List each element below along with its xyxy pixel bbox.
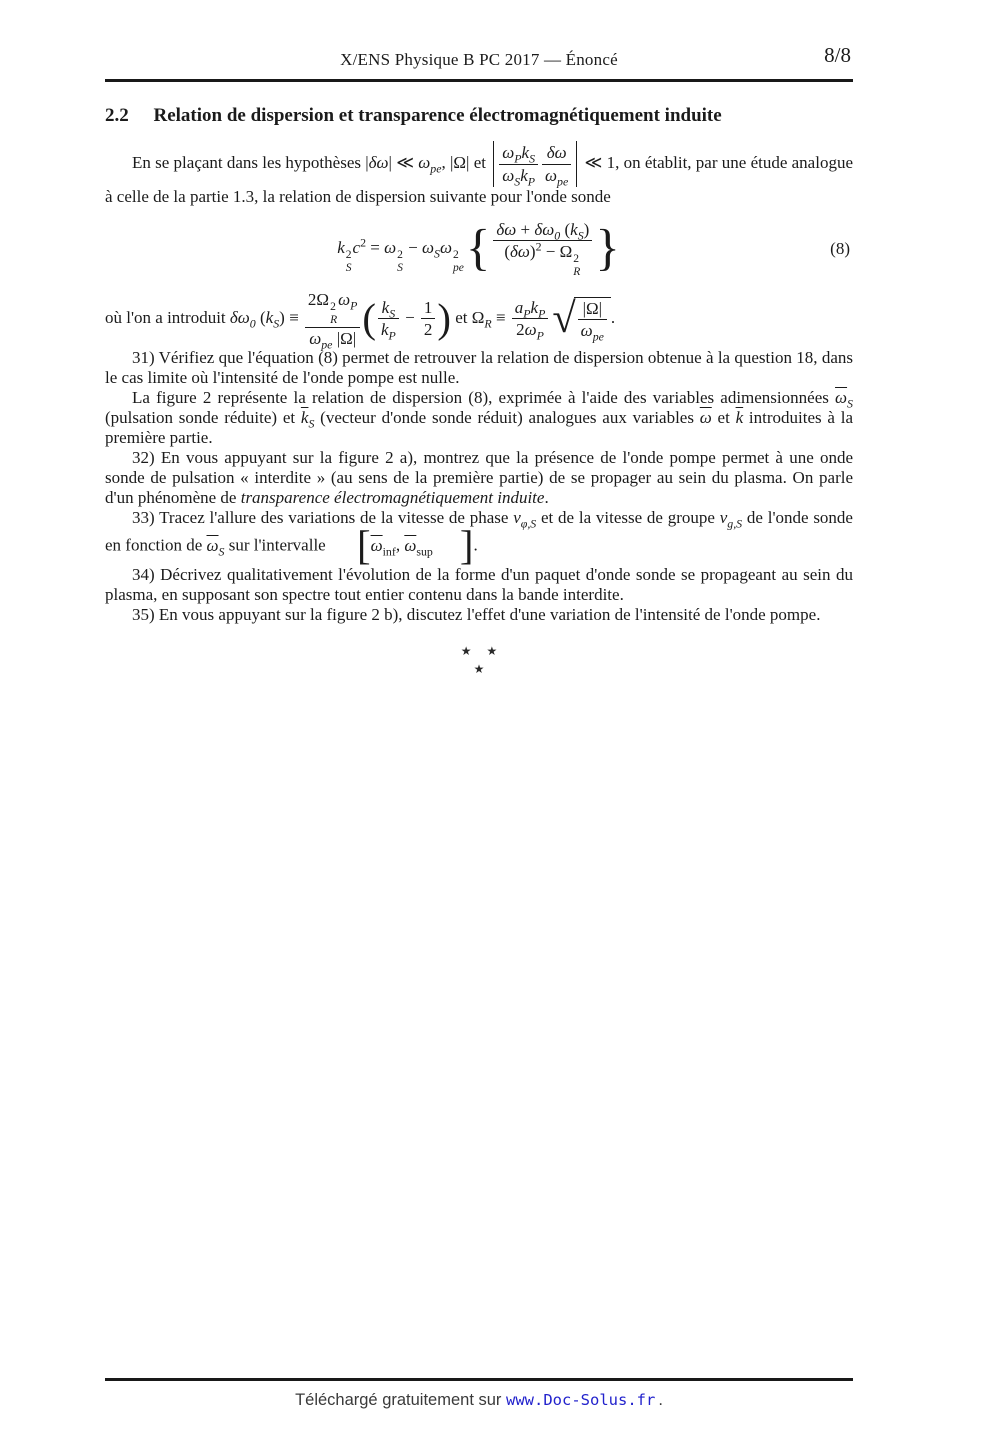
stars-row-bottom xyxy=(105,663,853,676)
header-title: X/ENS Physique B PC 2017 — Énoncé xyxy=(340,50,618,69)
question-35: 35) En vous appuyant sur la figure 2 b), discutez l'effet d'une variation de l'intensité de l'onde pompe. xyxy=(132,605,821,625)
footer-text: Téléchargé gratuitement sur xyxy=(295,1391,502,1409)
page-footer xyxy=(105,1378,853,1410)
section-title: Relation de dispersion et transparence électromagnétiquement induite xyxy=(153,105,722,126)
stars-row-top xyxy=(105,645,853,658)
page-number: 8/8 xyxy=(824,43,851,67)
section-heading xyxy=(105,104,853,128)
star-icon: ★ xyxy=(473,662,485,677)
star-icon: ★ xyxy=(486,644,498,659)
question-33: 33) Tracez l'allure des variations de la vitesse de phase $v_{\varphi,S}$ et de la vitesse de groupe $v_{g,S}$ de l'onde sonde en fonction de $\overline{\omega}_S$ sur l'intervalle [$\overline{\omega}_{inf}$, $\overline{\omega}_{sup}$ ]. xyxy=(105,508,853,569)
footer-period: . xyxy=(658,1391,663,1409)
equation-body: k 2 S $c^2 = \omega$ 2 S − $\omega_S\omega$ 2 pe { $\delta\omega + \delta\omega_0$ $(k_S)$ $(\delta\omega)^2 - \Omega$ 2 R } xyxy=(337,220,620,278)
doc-solus-link[interactable]: www.Doc-Solus.fr xyxy=(506,1391,656,1409)
intro-paragraph: En se plaçant dans les hypothèses |δω| ≪ $\omega_{pe}$, |Ω| et $\frac{\omega_Pk_S}{\omega_Sk_P}$ $\frac{\delta\omega}{\omega_{pe}}$ ≪ 1, on établit, par une étude analogue à celle de la partie 1.3, la relation de dispersion suivante pour l'onde sonde xyxy=(105,141,853,207)
question-32: 32) En vous appuyant sur la figure 2 a), montrez que la présence de l'onde pompe permet à une onde sonde de pulsation « interdite » (au sens de la première partie) de se propager au sein du plasma. On parle d'un phénomène de transparence électromagnétiquement induite. xyxy=(105,448,853,508)
question-31: 31) Vérifiez que l'équation (8) permet de retrouver la relation de dispersion obtenue à la question 18, dans le cas limite où l'intensité de l'onde pompe est nulle. xyxy=(105,348,853,388)
question-34: 34) Décrivez qualitativement l'évolution de la forme d'un paquet d'onde sonde se propageant au sein du plasma, en supposant son spectre tout entier contenu dans la bande interdite. xyxy=(105,565,853,605)
section-number: 2.2 xyxy=(105,105,129,126)
where-introduced-line: où l'on a introduit $\delta\omega_0$ $(k_S)$ ≡ 2Ω 2 R $\omega_P$ $\omega_{pe}$ |Ω| ( $\frac{k_S}{k_P}$ − $\frac{1}{2}$ ) et $\Omega_R$ ≡ $\frac{a_Pk_P}{2\omega_P}$ √ $\frac{|\Omega|}{\omega_{pe}}$ . xyxy=(105,289,616,352)
figure-2-note: La figure 2 représente la relation de dispersion (8), exprimée à l'aide des variables adimensionnées $\overline{\omega}_S$ (pulsation sonde réduite) et $\overline{k}_S$ (vecteur d'onde sonde réduit) analogues aux variables $\overline{\omega}$ et $\overline{k}$ introduites à la première partie. xyxy=(105,388,853,448)
equation-number: (8) xyxy=(830,239,850,259)
stars-separator xyxy=(105,645,853,676)
document-content xyxy=(105,0,853,676)
dispersion-equation xyxy=(105,220,853,279)
star-icon: ★ xyxy=(460,644,472,659)
